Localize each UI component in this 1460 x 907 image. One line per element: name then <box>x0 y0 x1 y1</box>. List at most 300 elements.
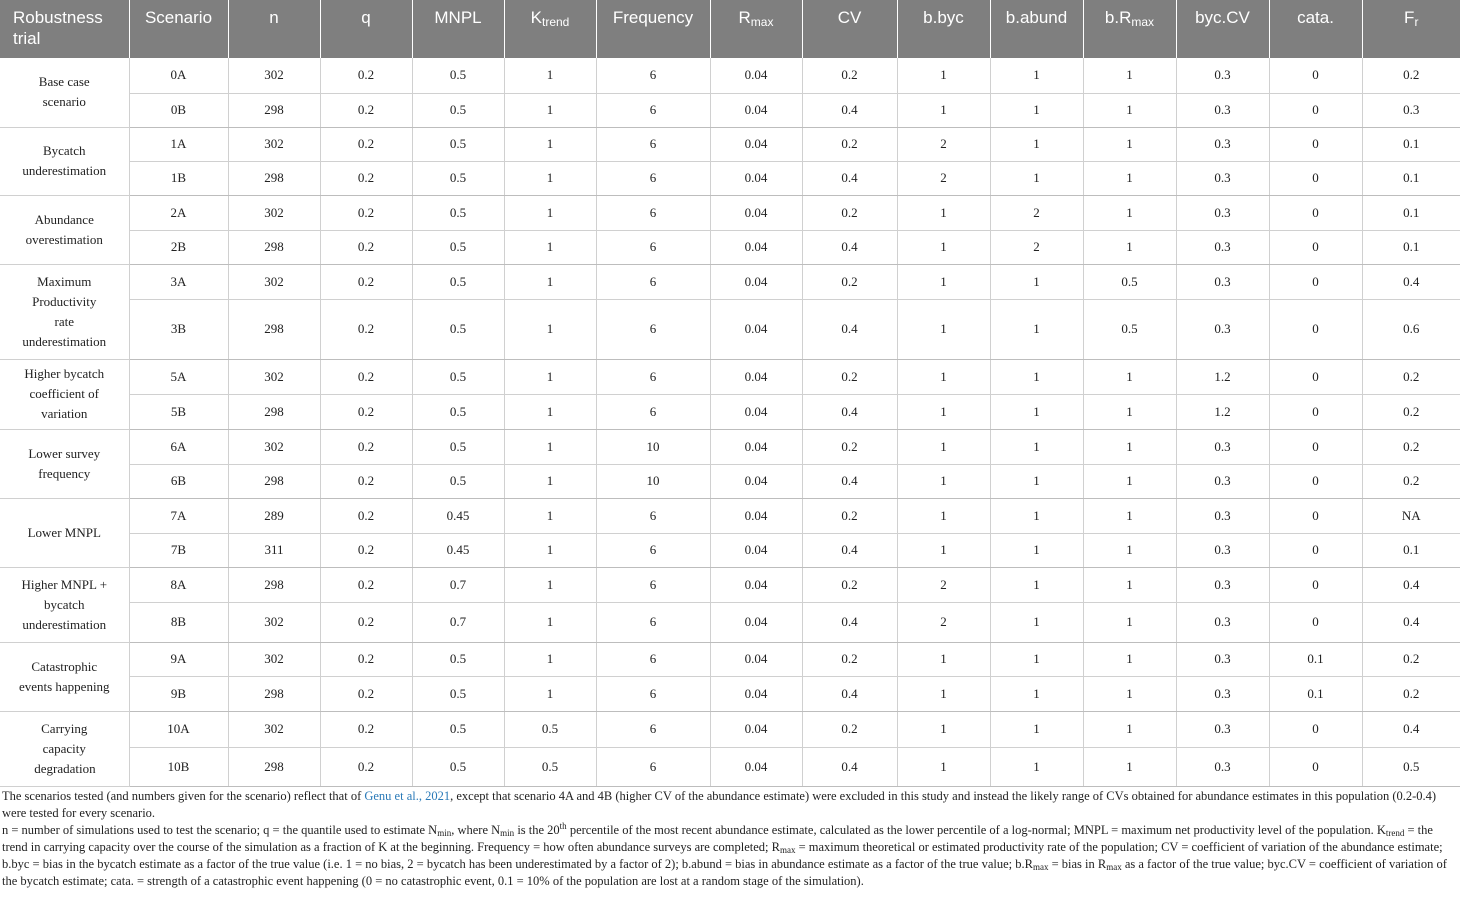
robustness-trial-cell <box>0 264 129 359</box>
cell-scenario: 8A <box>129 567 228 602</box>
cell-babund: 1 <box>990 498 1083 533</box>
cell-mnpl: 0.5 <box>412 747 504 786</box>
cell-byccv: 0.3 <box>1176 299 1269 359</box>
cell-n: 289 <box>228 498 320 533</box>
cell-freq: 6 <box>596 711 710 747</box>
cell-rmax: 0.04 <box>710 567 802 602</box>
cell-mnpl: 0.5 <box>412 195 504 230</box>
cell-bbyc: 1 <box>897 676 990 711</box>
cell-n: 302 <box>228 127 320 161</box>
cell-scenario: 8B <box>129 602 228 642</box>
cell-mnpl: 0.5 <box>412 127 504 161</box>
cell-cata: 0 <box>1269 93 1362 127</box>
cell-bbyc: 1 <box>897 642 990 676</box>
cell-cata: 0 <box>1269 567 1362 602</box>
cell-q: 0.2 <box>320 230 412 264</box>
cell-byccv: 0.3 <box>1176 127 1269 161</box>
cell-mnpl: 0.5 <box>412 161 504 195</box>
cell-byccv: 0.3 <box>1176 195 1269 230</box>
header-babund <box>990 0 1083 58</box>
header-cv <box>802 0 897 58</box>
cell-bbyc: 1 <box>897 429 990 464</box>
cell-freq: 6 <box>596 127 710 161</box>
cell-brmax: 1 <box>1083 642 1176 676</box>
header-n <box>228 0 320 58</box>
cell-brmax: 1 <box>1083 533 1176 567</box>
cell-bbyc: 1 <box>897 394 990 429</box>
cell-bbyc: 2 <box>897 602 990 642</box>
cell-fr: 0.2 <box>1362 58 1460 93</box>
cell-ktrend: 1 <box>504 264 596 299</box>
cell-byccv: 0.3 <box>1176 264 1269 299</box>
table-row <box>0 602 1460 642</box>
cell-freq: 6 <box>596 533 710 567</box>
cell-cata: 0.1 <box>1269 676 1362 711</box>
footnote-text: is the 20 <box>514 822 560 837</box>
cell-fr: 0.4 <box>1362 567 1460 602</box>
cell-byccv: 0.3 <box>1176 230 1269 264</box>
table-row <box>0 161 1460 195</box>
cell-q: 0.2 <box>320 747 412 786</box>
cell-scenario: 10B <box>129 747 228 786</box>
cell-rmax: 0.04 <box>710 394 802 429</box>
cell-babund: 2 <box>990 230 1083 264</box>
table-row <box>0 747 1460 786</box>
trial-label: Higher MNPL + bycatch underestimation <box>21 576 108 632</box>
trial-label: Higher bycatch coefficient of variation <box>24 366 105 421</box>
cell-rmax: 0.04 <box>710 747 802 786</box>
cell-brmax: 1 <box>1083 161 1176 195</box>
cell-cv: 0.4 <box>802 93 897 127</box>
subscript: max <box>1106 861 1122 872</box>
cell-bbyc: 1 <box>897 230 990 264</box>
cell-ktrend: 1 <box>504 195 596 230</box>
cell-scenario: 2B <box>129 230 228 264</box>
cell-fr: 0.1 <box>1362 533 1460 567</box>
trial-label: Bycatch underestimation <box>22 143 107 178</box>
cell-q: 0.2 <box>320 498 412 533</box>
cell-byccv: 0.3 <box>1176 161 1269 195</box>
cell-cata: 0 <box>1269 264 1362 299</box>
cell-q: 0.2 <box>320 299 412 359</box>
table-row <box>0 230 1460 264</box>
cell-cv: 0.2 <box>802 498 897 533</box>
cell-rmax: 0.04 <box>710 676 802 711</box>
cell-ktrend: 1 <box>504 676 596 711</box>
cell-cv: 0.2 <box>802 58 897 93</box>
cell-freq: 6 <box>596 359 710 394</box>
footnote-text: , except that scenario 4A and 4B (higher CV of the abundance estimate) were excluded in this study and instead the likely range of CVs obtained for abundance estimates in this population (0.2-0.4) were tested for every scenario. <box>2 788 1437 820</box>
cell-fr: NA <box>1362 498 1460 533</box>
cell-q: 0.2 <box>320 533 412 567</box>
cell-scenario: 5A <box>129 359 228 394</box>
cell-rmax: 0.04 <box>710 642 802 676</box>
cell-mnpl: 0.45 <box>412 533 504 567</box>
cell-byccv: 0.3 <box>1176 429 1269 464</box>
robustness-trial-cell <box>0 567 129 642</box>
cell-babund: 1 <box>990 264 1083 299</box>
robustness-trial-cell <box>0 498 129 567</box>
subscript: max <box>779 844 796 855</box>
header-scenario <box>129 0 228 58</box>
robustness-trial-cell <box>0 58 129 127</box>
cell-freq: 6 <box>596 264 710 299</box>
cell-n: 298 <box>228 464 320 498</box>
cell-scenario: 7B <box>129 533 228 567</box>
footnote-scenarios <box>2 788 1458 822</box>
cell-scenario: 3B <box>129 299 228 359</box>
subscript: min <box>500 827 515 838</box>
cell-ktrend: 0.5 <box>504 747 596 786</box>
table-row <box>0 642 1460 676</box>
table-row <box>0 93 1460 127</box>
cell-freq: 6 <box>596 93 710 127</box>
cell-byccv: 1.2 <box>1176 394 1269 429</box>
cell-bbyc: 1 <box>897 58 990 93</box>
cell-brmax: 1 <box>1083 359 1176 394</box>
cell-ktrend: 1 <box>504 359 596 394</box>
subscript: trend <box>1385 827 1405 838</box>
cell-bbyc: 1 <box>897 195 990 230</box>
cell-cata: 0 <box>1269 429 1362 464</box>
cell-bbyc: 1 <box>897 464 990 498</box>
cell-q: 0.2 <box>320 161 412 195</box>
cell-byccv: 0.3 <box>1176 747 1269 786</box>
cell-cv: 0.4 <box>802 230 897 264</box>
cell-fr: 0.1 <box>1362 195 1460 230</box>
cell-brmax: 1 <box>1083 711 1176 747</box>
cell-ktrend: 1 <box>504 533 596 567</box>
footnote-text: n = number of simulations used to test the scenario; q = the quantile used to estimate N <box>2 822 438 837</box>
header-bbyc <box>897 0 990 58</box>
cell-q: 0.2 <box>320 567 412 602</box>
cell-freq: 6 <box>596 602 710 642</box>
cell-ktrend: 1 <box>504 464 596 498</box>
cell-cv: 0.4 <box>802 676 897 711</box>
cell-ktrend: 1 <box>504 429 596 464</box>
cell-freq: 6 <box>596 642 710 676</box>
cell-q: 0.2 <box>320 359 412 394</box>
cell-rmax: 0.04 <box>710 602 802 642</box>
header-subscript: max <box>750 15 774 29</box>
cell-scenario: 0B <box>129 93 228 127</box>
cell-mnpl: 0.7 <box>412 602 504 642</box>
trial-label: Lower survey frequency <box>28 445 101 481</box>
cell-q: 0.2 <box>320 264 412 299</box>
cell-babund: 1 <box>990 711 1083 747</box>
header-label: byc.CV <box>1195 8 1250 27</box>
cell-bbyc: 1 <box>897 711 990 747</box>
header-label: cata. <box>1297 8 1334 27</box>
footnote-abbreviations <box>2 822 1458 890</box>
cell-mnpl: 0.5 <box>412 676 504 711</box>
header-ktrend <box>504 0 596 58</box>
cell-cv: 0.2 <box>802 359 897 394</box>
cell-q: 0.2 <box>320 464 412 498</box>
cell-n: 298 <box>228 161 320 195</box>
robustness-trial-cell <box>0 359 129 429</box>
cell-freq: 6 <box>596 567 710 602</box>
cell-n: 298 <box>228 394 320 429</box>
cell-cv: 0.4 <box>802 533 897 567</box>
header-label: b.byc <box>923 8 964 27</box>
cell-mnpl: 0.45 <box>412 498 504 533</box>
cell-brmax: 1 <box>1083 195 1176 230</box>
cell-q: 0.2 <box>320 711 412 747</box>
cell-cata: 0 <box>1269 230 1362 264</box>
cell-freq: 10 <box>596 429 710 464</box>
trial-label: Catastrophic events happening <box>18 658 110 694</box>
cell-freq: 6 <box>596 747 710 786</box>
table-row <box>0 127 1460 161</box>
trial-label: Abundance overestimation <box>25 211 103 247</box>
cell-ktrend: 0.5 <box>504 711 596 747</box>
cell-brmax: 1 <box>1083 747 1176 786</box>
cell-rmax: 0.04 <box>710 429 802 464</box>
cell-q: 0.2 <box>320 642 412 676</box>
citation-link[interactable]: Genu et al., 2021 <box>364 788 451 803</box>
table-row <box>0 533 1460 567</box>
robustness-trial-cell <box>0 429 129 498</box>
footnote-text: as a factor of the true value; byc.CV = coefficient of variation of the bycatch estimate; cata. = strength of a catastrophic event happening (0 = no catastrophic event, 0.1 = 10% of the population are lost at a random stage of the simulation). <box>2 856 1447 888</box>
cell-fr: 0.2 <box>1362 676 1460 711</box>
cell-rmax: 0.04 <box>710 93 802 127</box>
cell-scenario: 1A <box>129 127 228 161</box>
cell-babund: 1 <box>990 602 1083 642</box>
cell-rmax: 0.04 <box>710 127 802 161</box>
table-row <box>0 464 1460 498</box>
footnote-text: percentile of the most recent abundance estimate, calculated as the lower percentile of a log-normal; MNPL = maximum net productivity level of the population. K <box>566 822 1386 837</box>
cell-n: 298 <box>228 567 320 602</box>
footnote-text: = maximum theoretical or estimated productivity rate of the population; CV = coefficient of variation of the abundance estimate; b.byc = bias in the bycatch estimate as a factor of the true value (i.e. 1 = no bias, 2 = bycatch has been underestimated by a factor of 2); b.abund = bias in abundance estimate as a factor of the true value; b.R <box>2 839 1443 871</box>
header-q <box>320 0 412 58</box>
cell-ktrend: 1 <box>504 567 596 602</box>
robustness-trial-cell <box>0 195 129 264</box>
cell-q: 0.2 <box>320 93 412 127</box>
cell-babund: 1 <box>990 299 1083 359</box>
cell-n: 302 <box>228 642 320 676</box>
cell-cata: 0 <box>1269 299 1362 359</box>
header-label: K <box>530 8 542 27</box>
cell-freq: 6 <box>596 498 710 533</box>
cell-cv: 0.2 <box>802 567 897 602</box>
cell-scenario: 6A <box>129 429 228 464</box>
footnote-text: = bias in R <box>1048 856 1107 871</box>
cell-freq: 6 <box>596 161 710 195</box>
cell-byccv: 0.3 <box>1176 93 1269 127</box>
cell-babund: 1 <box>990 359 1083 394</box>
table-row <box>0 711 1460 747</box>
robustness-trial-cell <box>0 642 129 711</box>
cell-mnpl: 0.5 <box>412 429 504 464</box>
header-label: R <box>738 8 751 27</box>
header-rmax <box>710 0 802 58</box>
cell-q: 0.2 <box>320 394 412 429</box>
cell-cv: 0.2 <box>802 642 897 676</box>
cell-cata: 0 <box>1269 711 1362 747</box>
header-label: Robustness trial <box>13 8 103 48</box>
cell-byccv: 0.3 <box>1176 642 1269 676</box>
cell-byccv: 0.3 <box>1176 676 1269 711</box>
cell-fr: 0.4 <box>1362 711 1460 747</box>
cell-cata: 0 <box>1269 161 1362 195</box>
cell-ktrend: 1 <box>504 602 596 642</box>
cell-fr: 0.2 <box>1362 359 1460 394</box>
cell-mnpl: 0.5 <box>412 93 504 127</box>
cell-freq: 6 <box>596 230 710 264</box>
table-row <box>0 676 1460 711</box>
cell-rmax: 0.04 <box>710 498 802 533</box>
trial-label: Lower MNPL <box>27 524 101 540</box>
header-freq <box>596 0 710 58</box>
cell-q: 0.2 <box>320 58 412 93</box>
cell-scenario: 10A <box>129 711 228 747</box>
trial-label: Base case scenario <box>38 74 90 110</box>
cell-bbyc: 2 <box>897 567 990 602</box>
header-mnpl <box>412 0 504 58</box>
cell-n: 302 <box>228 195 320 230</box>
cell-cv: 0.2 <box>802 195 897 230</box>
cell-cv: 0.2 <box>802 264 897 299</box>
cell-rmax: 0.04 <box>710 359 802 394</box>
cell-n: 311 <box>228 533 320 567</box>
cell-mnpl: 0.5 <box>412 264 504 299</box>
cell-mnpl: 0.7 <box>412 567 504 602</box>
cell-fr: 0.1 <box>1362 127 1460 161</box>
cell-rmax: 0.04 <box>710 464 802 498</box>
cell-bbyc: 2 <box>897 127 990 161</box>
cell-scenario: 6B <box>129 464 228 498</box>
cell-bbyc: 1 <box>897 498 990 533</box>
cell-bbyc: 1 <box>897 747 990 786</box>
footnote-text: The scenarios tested (and numbers given for the scenario) reflect that of <box>2 788 365 803</box>
cell-babund: 1 <box>990 394 1083 429</box>
cell-cata: 0 <box>1269 498 1362 533</box>
cell-cv: 0.4 <box>802 464 897 498</box>
cell-ktrend: 1 <box>504 498 596 533</box>
cell-n: 302 <box>228 711 320 747</box>
table-row <box>0 58 1460 93</box>
cell-ktrend: 1 <box>504 161 596 195</box>
cell-scenario: 9A <box>129 642 228 676</box>
cell-fr: 0.2 <box>1362 464 1460 498</box>
cell-mnpl: 0.5 <box>412 464 504 498</box>
cell-rmax: 0.04 <box>710 533 802 567</box>
cell-fr: 0.2 <box>1362 642 1460 676</box>
cell-brmax: 1 <box>1083 498 1176 533</box>
cell-cv: 0.2 <box>802 711 897 747</box>
table-row <box>0 299 1460 359</box>
cell-cata: 0 <box>1269 58 1362 93</box>
cell-q: 0.2 <box>320 676 412 711</box>
superscript: th <box>559 820 567 831</box>
cell-mnpl: 0.5 <box>412 642 504 676</box>
cell-fr: 0.1 <box>1362 230 1460 264</box>
cell-brmax: 1 <box>1083 429 1176 464</box>
table-header <box>0 0 1460 58</box>
table-row <box>0 567 1460 602</box>
cell-n: 302 <box>228 359 320 394</box>
subscript: max <box>1032 861 1049 872</box>
cell-scenario: 0A <box>129 58 228 93</box>
cell-cata: 0.1 <box>1269 642 1362 676</box>
header-label: CV <box>837 8 862 27</box>
cell-babund: 2 <box>990 195 1083 230</box>
cell-cv: 0.4 <box>802 394 897 429</box>
cell-mnpl: 0.5 <box>412 230 504 264</box>
cell-fr: 0.2 <box>1362 394 1460 429</box>
cell-babund: 1 <box>990 533 1083 567</box>
cell-byccv: 0.3 <box>1176 58 1269 93</box>
cell-scenario: 1B <box>129 161 228 195</box>
cell-bbyc: 1 <box>897 299 990 359</box>
cell-rmax: 0.04 <box>710 711 802 747</box>
cell-ktrend: 1 <box>504 230 596 264</box>
header-row <box>0 0 1460 58</box>
header-label: b.abund <box>1005 8 1068 27</box>
cell-brmax: 1 <box>1083 127 1176 161</box>
cell-brmax: 0.5 <box>1083 299 1176 359</box>
cell-byccv: 0.3 <box>1176 567 1269 602</box>
table-footnote <box>0 787 1460 890</box>
cell-q: 0.2 <box>320 127 412 161</box>
cell-byccv: 0.3 <box>1176 464 1269 498</box>
cell-bbyc: 2 <box>897 161 990 195</box>
cell-n: 298 <box>228 93 320 127</box>
cell-n: 298 <box>228 747 320 786</box>
robustness-trial-cell <box>0 711 129 786</box>
cell-fr: 0.1 <box>1362 161 1460 195</box>
cell-freq: 6 <box>596 58 710 93</box>
header-label: Frequency <box>612 8 694 27</box>
cell-fr: 0.2 <box>1362 429 1460 464</box>
trial-label: Carrying capacity degradation <box>34 720 96 776</box>
cell-babund: 1 <box>990 567 1083 602</box>
cell-byccv: 1.2 <box>1176 359 1269 394</box>
cell-brmax: 1 <box>1083 58 1176 93</box>
cell-rmax: 0.04 <box>710 299 802 359</box>
cell-rmax: 0.04 <box>710 58 802 93</box>
cell-fr: 0.4 <box>1362 602 1460 642</box>
cell-mnpl: 0.5 <box>412 359 504 394</box>
header-subscript: max <box>1131 15 1155 29</box>
cell-scenario: 5B <box>129 394 228 429</box>
cell-scenario: 9B <box>129 676 228 711</box>
cell-cv: 0.4 <box>802 161 897 195</box>
header-label: MNPL <box>434 8 482 27</box>
cell-rmax: 0.04 <box>710 161 802 195</box>
header-trial <box>0 0 129 58</box>
cell-bbyc: 1 <box>897 533 990 567</box>
table-row <box>0 394 1460 429</box>
header-fr <box>1362 0 1460 58</box>
cell-babund: 1 <box>990 642 1083 676</box>
cell-ktrend: 1 <box>504 93 596 127</box>
robustness-trial-cell <box>0 127 129 195</box>
cell-cv: 0.4 <box>802 747 897 786</box>
cell-brmax: 1 <box>1083 230 1176 264</box>
cell-brmax: 1 <box>1083 567 1176 602</box>
cell-babund: 1 <box>990 747 1083 786</box>
cell-cata: 0 <box>1269 533 1362 567</box>
cell-brmax: 1 <box>1083 602 1176 642</box>
cell-fr: 0.4 <box>1362 264 1460 299</box>
cell-babund: 1 <box>990 676 1083 711</box>
cell-cata: 0 <box>1269 394 1362 429</box>
cell-cata: 0 <box>1269 602 1362 642</box>
header-label: n <box>269 8 279 27</box>
footnote-text: = the trend in carrying capacity over the course of the simulation as a fraction of K at the beginning. Frequency = how often abundance surveys are completed; R <box>2 822 1433 854</box>
